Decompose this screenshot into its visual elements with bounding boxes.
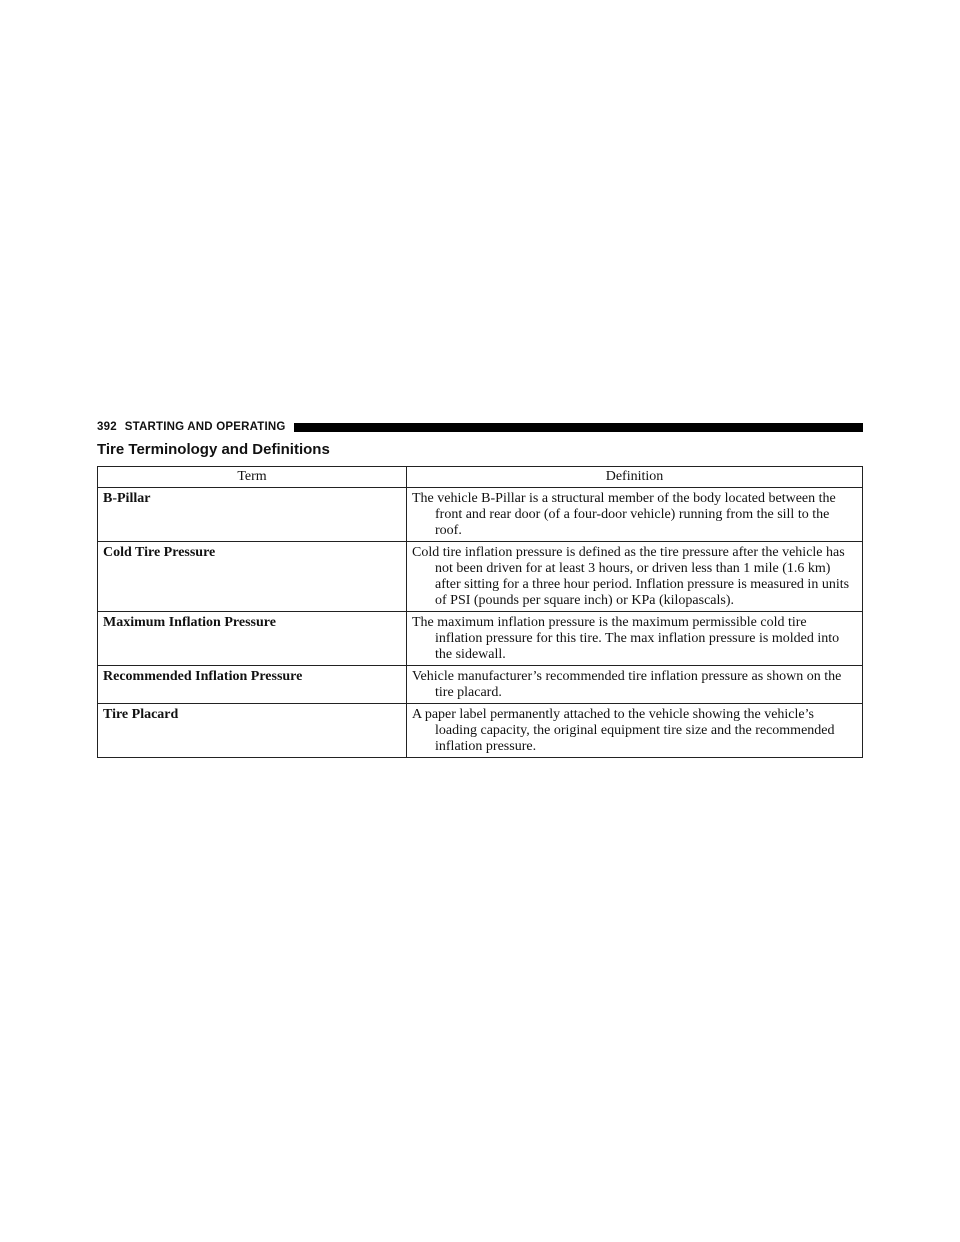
- definition-cell: [407, 704, 863, 758]
- table-row: [98, 666, 863, 704]
- table-row: [98, 704, 863, 758]
- term-cell: B-Pillar: [98, 488, 407, 542]
- table-row: [98, 488, 863, 542]
- section-title: Tire Terminology and Definitions: [97, 441, 330, 458]
- definition-cell: [407, 612, 863, 666]
- definition-text: The maximum inflation pressure is the maximum permissible cold tire inflation pressure for this tire. The max inflation pressure is molded into the sidewall.: [412, 615, 840, 662]
- definition-text: A paper label permanently attached to the vehicle showing the vehicle’s loading capacity, the original equipment tire size and the recommended inflation pressure.: [412, 707, 835, 754]
- term-cell: Cold Tire Pressure: [98, 542, 407, 612]
- term-cell: Tire Placard: [98, 704, 407, 758]
- table-row: [98, 612, 863, 666]
- running-header: [97, 419, 863, 435]
- definition-cell: [407, 666, 863, 704]
- term-cell: Maximum Inflation Pressure: [98, 612, 407, 666]
- table-row: [98, 542, 863, 612]
- terminology-table: [97, 466, 863, 758]
- page-number: 392: [97, 421, 117, 433]
- term-cell: Recommended Inflation Pressure: [98, 666, 407, 704]
- definition-text: Vehicle manufacturer’s recommended tire inflation pressure as shown on the tire placard.: [412, 669, 842, 700]
- definition-cell: [407, 542, 863, 612]
- definition-cell: [407, 488, 863, 542]
- column-header-definition: Definition: [407, 467, 863, 488]
- section-name: STARTING AND OPERATING: [124, 421, 286, 433]
- header-rule-bar: [294, 423, 863, 432]
- table-header-row: [98, 467, 863, 488]
- definition-text: Cold tire inflation pressure is defined as the tire pressure after the vehicle has not been driven for at least 3 hours, or driven less than 1 mile (1.6 km) after sitting for a three hour period. Inflation pressure is measured in units of PSI (pounds per square inch) or KPa (kilopascals).: [412, 545, 850, 608]
- column-header-term: Term: [98, 467, 407, 488]
- definition-text: The vehicle B-Pillar is a structural member of the body located between the front and rear door (of a four-door vehicle) running from the sill to the roof.: [412, 491, 836, 538]
